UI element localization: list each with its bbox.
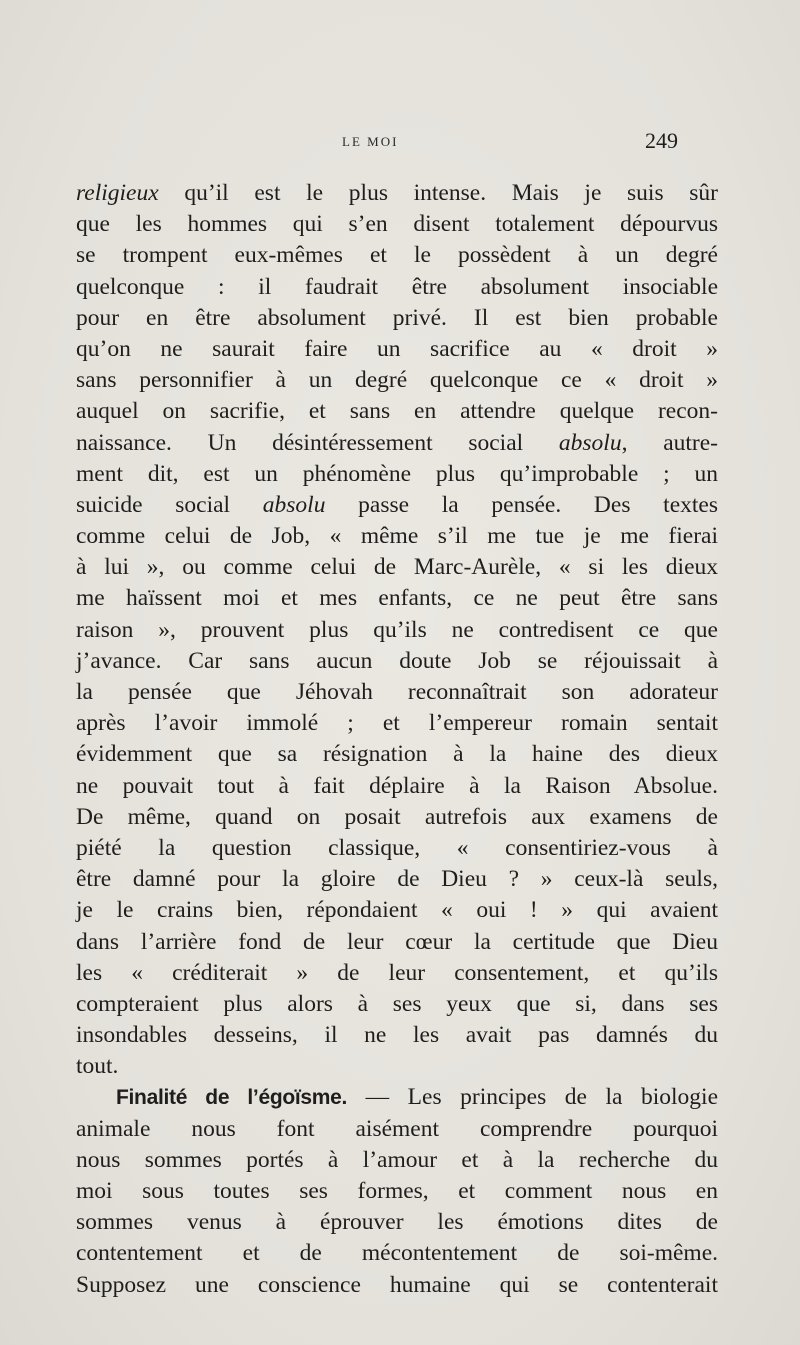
text-run: sommes venus à éprouver les émotions dites de [76, 1209, 718, 1236]
text-line [76, 365, 718, 396]
text-line [76, 833, 718, 864]
text-line [76, 583, 718, 614]
text-line [76, 459, 718, 490]
text-run: ne pouvait tout à fait déplaire à la Raison Absolue. [76, 772, 718, 799]
text-run: nous sommes portés à l’amour et à la recherche du [76, 1146, 718, 1173]
running-title: LE MOI [342, 134, 399, 149]
text-run: quelconque : il faudrait être absolument insociable [76, 273, 718, 300]
text-line [76, 1051, 718, 1082]
text-line [76, 334, 718, 365]
emphasis-text: absolu [262, 491, 326, 518]
text-run: animale nous font aisément comprendre pourquoi [76, 1115, 718, 1142]
text-run: Supposez une conscience humaine qui se contenterait [76, 1271, 718, 1298]
text-run: les « créditerait » de leur consentement, et qu’ils [76, 959, 718, 986]
text-line [76, 240, 718, 271]
text-run: raison », prouvent plus qu’ils ne contredisent ce que [76, 616, 718, 643]
text-run: comme celui de Job, « même s’il me tue je me fierai [76, 523, 718, 550]
text-line [76, 708, 718, 739]
text-run: moi sous toutes ses formes, et comment nous en [76, 1178, 718, 1204]
text-run: à lui », ou comme celui de Marc-Aurèle, « si les dieux [76, 554, 718, 581]
text-line [76, 739, 718, 770]
text-line [76, 927, 718, 958]
text-line [76, 1145, 718, 1176]
text-run: après l’avoir immolé ; et l’empereur romain sentait [76, 710, 718, 737]
text-run: — Les principes de la biologie [347, 1084, 719, 1111]
text-run: insondables desseins, il ne les avait pas damnés du [76, 1022, 718, 1049]
text-line [76, 895, 718, 926]
body-text [76, 178, 718, 1301]
text-run: pour en être absolument privé. Il est bien probable [76, 304, 718, 331]
text-line [76, 1082, 718, 1113]
text-line [76, 677, 718, 708]
text-run: se trompent eux-mêmes et le possèdent à un degré [76, 242, 718, 269]
text-line [76, 1114, 718, 1145]
text-line [76, 303, 718, 334]
emphasis-text: religieux [76, 180, 159, 206]
emphasis-text: absolu [558, 429, 622, 456]
text-run: De même, quand on posait autrefois aux examens de [76, 803, 718, 830]
text-run: je le crains bien, répondaient « oui ! » qui avaient [76, 897, 718, 924]
text-run: auquel on sacrifie, et sans en attendre quelque recon- [76, 398, 718, 425]
text-run: naissance. Un désintéressement social [76, 429, 559, 456]
text-run: contentement et de mécontentement de soi-même. [76, 1240, 718, 1267]
text-line [76, 989, 718, 1020]
text-line [76, 646, 718, 677]
text-run: qu’il est le plus intense. Mais je suis sûr [158, 180, 718, 206]
text-line [76, 864, 718, 895]
text-run: dans l’arrière fond de leur cœur la certitude que Dieu [76, 928, 718, 955]
text-line [76, 490, 718, 521]
section-heading: Finalité de l’égoïsme. [116, 1086, 348, 1110]
text-run: qu’on ne saurait faire un sacrifice au « droit » [76, 335, 718, 362]
text-run: compteraient plus alors à ses yeux que si, dans ses [76, 990, 718, 1017]
text-line [76, 428, 718, 459]
text-run: être damné pour la gloire de Dieu ? » ceux-là seuls, [76, 866, 718, 893]
text-line [76, 209, 718, 240]
text-line [76, 802, 718, 833]
text-run: sans personnifier à un degré quelconque ce « droit » [76, 367, 718, 394]
text-line [76, 552, 718, 583]
text-line [76, 958, 718, 989]
page-number: 249 [645, 128, 678, 153]
text-line [76, 178, 718, 209]
text-line [76, 272, 718, 303]
text-run: ment dit, est un phénomène plus qu’improbable ; un [76, 460, 718, 487]
text-run: tout. [76, 1053, 119, 1080]
text-run: la pensée que Jéhovah reconnaîtrait son adorateur [76, 679, 718, 705]
text-run: suicide social [76, 491, 263, 518]
text-run: j’avance. Car sans aucun doute Job se réjouissait à [76, 647, 718, 674]
text-run: me haïssent moi et mes enfants, ce ne peut être sans [76, 585, 718, 612]
text-line [76, 771, 718, 802]
running-head [0, 128, 800, 158]
text-line [76, 1020, 718, 1051]
text-run: évidemment que sa résignation à la haine des dieux [76, 741, 718, 768]
text-line [76, 615, 718, 646]
text-line [76, 1207, 718, 1238]
text-line [76, 521, 718, 552]
text-run: passe la pensée. Des textes [325, 491, 718, 518]
text-run: que les hommes qui s’en disent totalement dépourvus [76, 211, 718, 238]
text-run: , autre- [621, 429, 718, 456]
text-line [76, 1270, 718, 1301]
text-line [76, 1176, 718, 1207]
text-line [76, 396, 718, 427]
text-run: piété la question classique, « consentiriez-vous à [76, 834, 718, 861]
text-line [76, 1238, 718, 1269]
